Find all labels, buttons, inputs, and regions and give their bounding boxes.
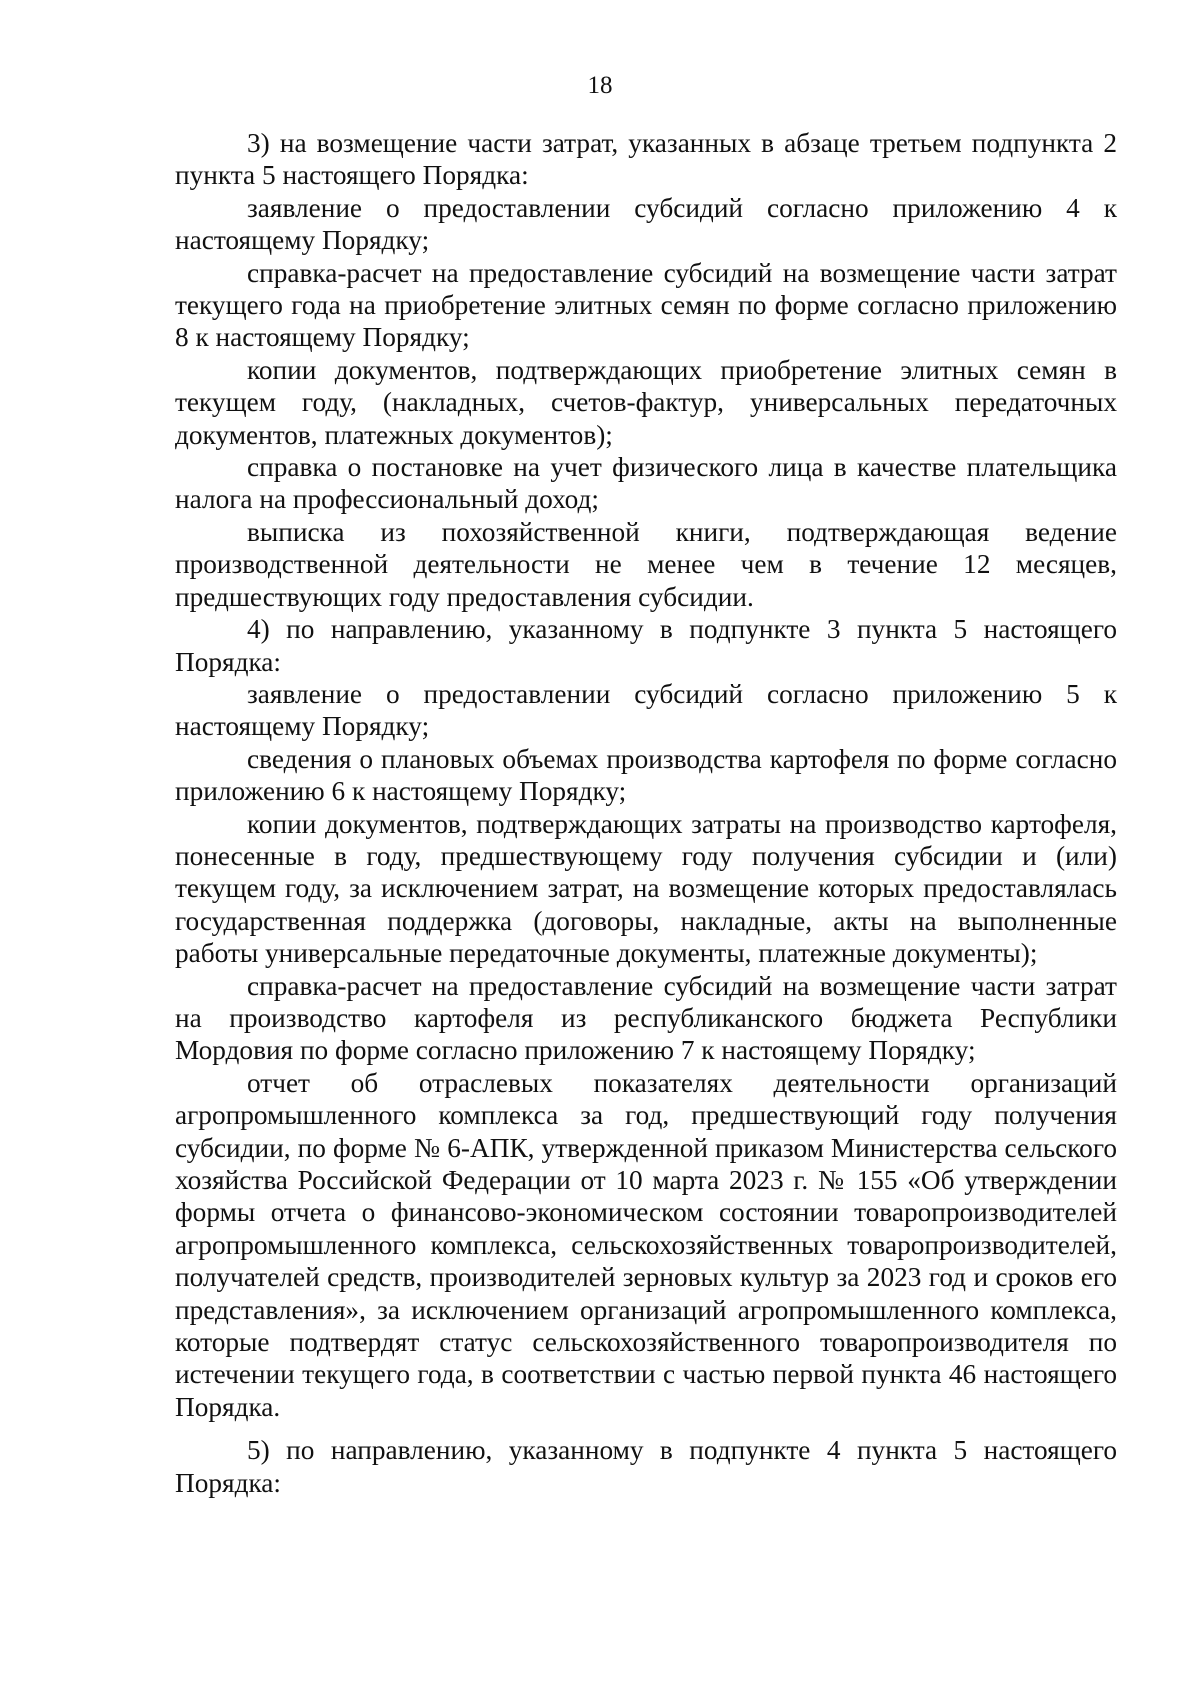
paragraph-6-apk-report: отчет об отраслевых показателях деятельности организаций агропромышленного комплекса за год, предшествующий году получения субсидии, по форме № 6-АПК, утвержденной приказом Министерства сельского хозяйства Российской Федерации от 10 марта 2023 г. № 155 «Об утверждении формы отчета о финансово-экономическом состоянии товаропроизводителей агропромышленного комплекса, сельскохозяйственных товаропроизводителей, получателей средств, производителей зерновых культур за 2023 год и сроков его представления», за исключением организаций агропромышленного комплекса, которые подтвердят статус сельскохозяйственного товаропроизводителя по истечении текущего года, в соответствии с частью первой пункта 46 настоящего Порядка. [175, 1067, 1117, 1422]
paragraph-application-annex-5: заявление о предоставлении субсидий согласно приложению 5 к настоящему Порядку; [175, 678, 1117, 742]
paragraph-copies-elite-seeds: копии документов, подтверждающих приобретение элитных семян в текущем году, (накладных, счетов-фактур, универсальных передаточных документов, платежных документов); [175, 354, 1117, 450]
document-body [175, 127, 1117, 1499]
paragraph-potato-calculation: справка-расчет на предоставление субсидий на возмещение части затрат на производство картофеля из республиканского бюджета Республики Мордовия по форме согласно приложению 7 к настоящему Порядку; [175, 970, 1117, 1066]
paragraph-tax-registration: справка о постановке на учет физического лица в качестве плательщика налога на профессиональный доход; [175, 452, 1117, 515]
paragraph-item-5-heading: 5) по направлению, указанному в подпункте 4 пункта 5 настоящего Порядка: [175, 1435, 1117, 1498]
paragraph-potato-plan-volumes: сведения о плановых объемах производства картофеля по форме согласно приложению 6 к настоящему Порядку; [175, 743, 1117, 807]
page-number: 18 [587, 72, 613, 99]
paragraph-application-annex-4: заявление о предоставлении субсидий согласно приложению 4 к настоящему Порядку; [175, 192, 1117, 256]
paragraph-household-book-extract: выписка из похозяйственной книги, подтверждающая ведение производственной деятельности не менее чем в течение 12 месяцев, предшествующих году предоставления субсидии. [175, 516, 1117, 612]
paragraph-calculation-elite-seeds: справка-расчет на предоставление субсидий на возмещение части затрат текущего года на приобретение элитных семян по форме согласно приложению 8 к настоящему Порядку; [175, 257, 1117, 353]
paragraph-item-4-heading: 4) по направлению, указанному в подпункте 3 пункта 5 настоящего Порядка: [175, 614, 1117, 677]
paragraph-item-3-heading: 3) на возмещение части затрат, указанных в абзаце третьем подпункта 2 пункта 5 настоящего Порядка: [175, 128, 1117, 191]
paragraph-potato-cost-documents: копии документов, подтверждающих затраты на производство картофеля, понесенные в году, предшествующему году получения субсидии и (или) текущем году, за исключением затрат, на возмещение которых предоставлялась государственная поддержка (договоры, накладные, акты на выполненные работы универсальные передаточные документы, платежные документы); [175, 808, 1117, 969]
